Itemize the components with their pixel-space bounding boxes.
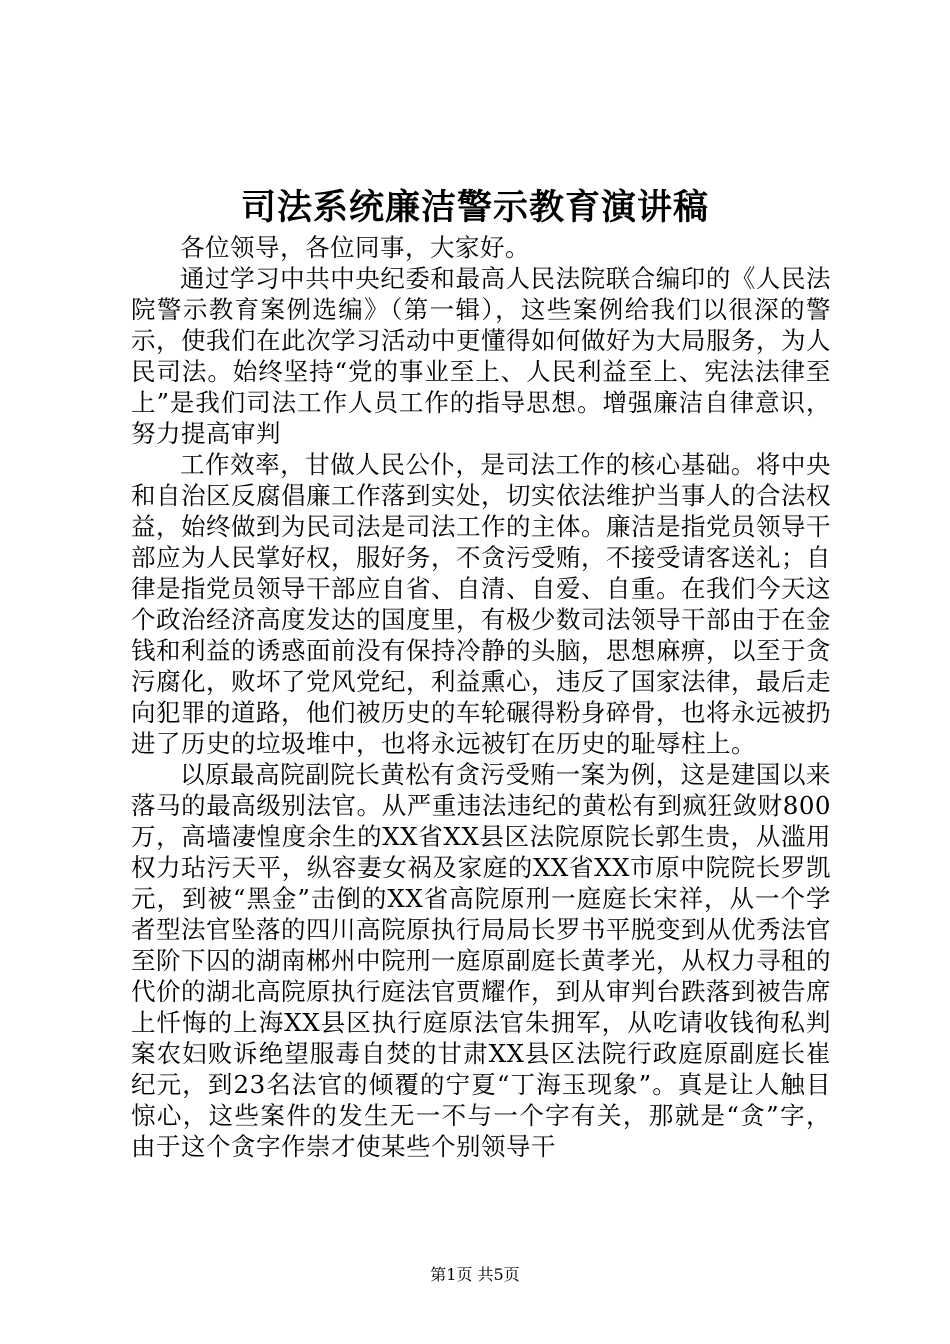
paragraph-greeting: 各位领导，各位同事，大家好。: [180, 233, 530, 262]
paragraph-3: 以原最高院副院长黄松有贪污受贿一案为例，这是建国以来落马的最高级别法官。从严重违法违纪的黄松有到疯狂敛财800万，高墙凄惶度余生的XX省XX县区法院原院长郭生贵，从滥用权力玷污天平，纵容妻女祸及家庭的XX省XX市原中院院长罗凯元，到被“黑金”击倒的XX省高院原刑一庭庭长宋祥，从一个学者型法官坠落的四川高院原执行局局长罗书平脱变到从优秀法官至阶下囚的湖南郴州中院刑一庭原副庭长黄孝光，从权力寻租的代价的湖北高院原执行庭法官贾耀作，到从审判台跌落到被告席上忏悔的上海XX县区执行庭原法官朱拥军，从吃请收钱徇私判案农妇败诉绝望服毒自焚的甘肃XX县区法院行政庭原副庭长崔纪元，到23名法官的倾覆的宁夏“丁海玉现象”。真是让人触目惊心，这些案件的发生无一不与一个字有关，那就是“贪”字，由于这个贪字作崇才使某些个别领导干: [131, 760, 831, 1161]
page-number-footer: 第1页 共5页: [430, 1265, 520, 1284]
document-body: [131, 232, 831, 1162]
document-title: 司法系统廉洁警示教育演讲稿: [240, 187, 709, 228]
paragraph-2: 工作效率，甘做人民公仆，是司法工作的核心基础。将中央和自治区反腐倡廉工作落到实处，切实依法维护当事人的合法权益，始终做到为民司法是司法工作的主体。廉洁是指党员领导干部应为人民掌好权，服好务，不贪污受贿，不接受请客送礼；自律是指党员领导干部应自省、自清、自爱、自重。在我们今天这个政治经济高度发达的国度里，有极少数司法领导干部由于在金钱和利益的诱惑面前没有保持冷静的头脑，思想麻痹，以至于贪污腐化，败坏了党风党纪，利益熏心，违反了国家法律，最后走向犯罪的道路，他们被历史的车轮碾得粉身碎骨，也将永远被扔进了历史的垃圾堆中，也将永远被钉在历史的耻辱柱上。: [131, 450, 831, 758]
paragraph-1: 通过学习中共中央纪委和最高人民法院联合编印的《人民法院警示教育案例选编》（第一辑），这些案例给我们以很深的警示，使我们在此次学习活动中更懂得如何做好为大局服务，为人民司法。始终坚持“党的事业至上、人民利益至上、宪法法律至上”是我们司法工作人员工作的指导思想。增强廉洁自律意识，努力提高审判: [131, 264, 831, 448]
